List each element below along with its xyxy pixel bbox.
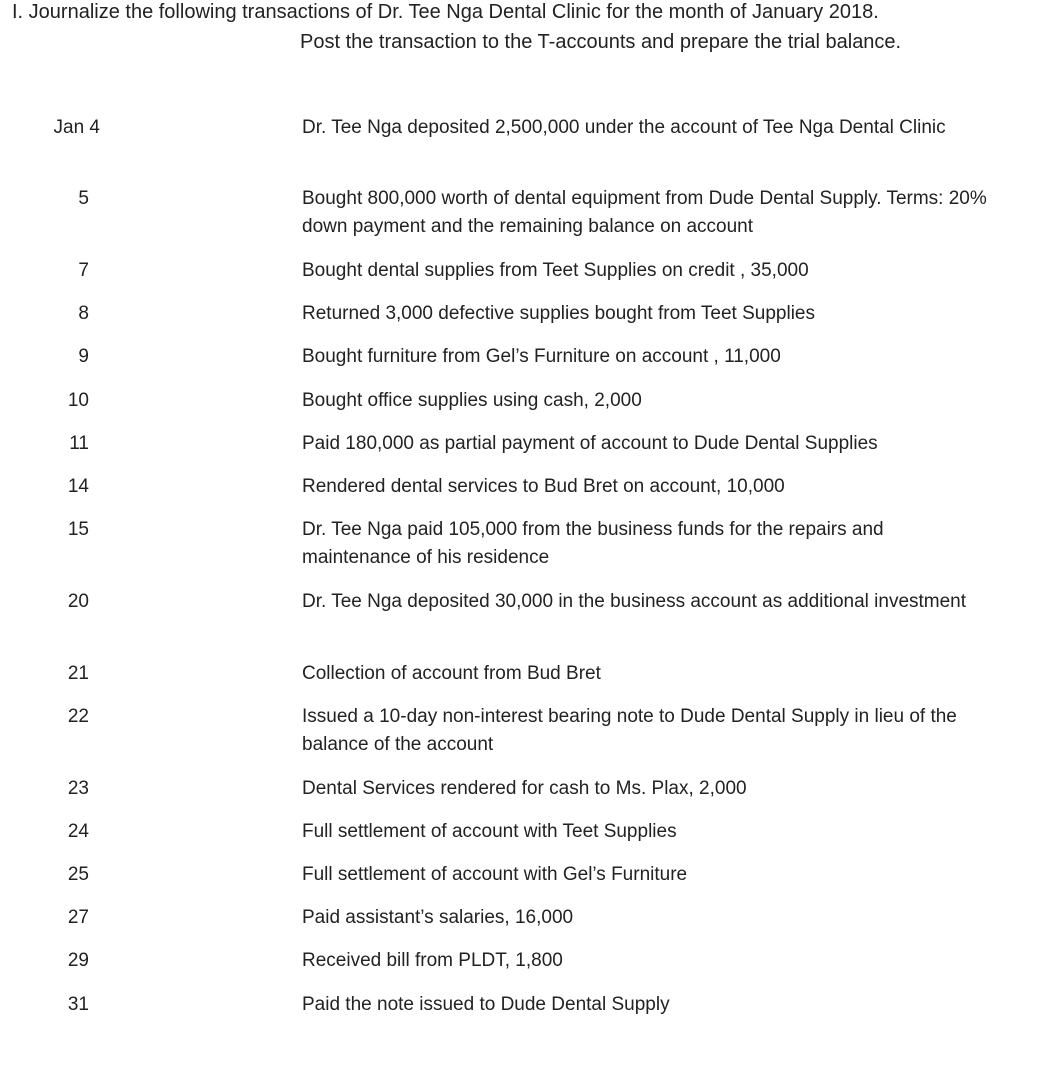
transaction-date: 10 [67, 390, 89, 411]
transaction-text: Full settlement of account with Teet Supplies [302, 821, 677, 842]
transaction-text: Dr. Tee Nga deposited 2,500,000 under the account of Tee Nga Dental Clinic [302, 117, 946, 138]
transaction-date: 9 [78, 346, 89, 367]
transaction-date: Jan 4 [53, 117, 100, 138]
transaction-text: Received bill from PLDT, 1,800 [302, 950, 563, 971]
transaction-text: Issued a 10-day non-interest bearing note to Dude Dental Supply in lieu of the balance of the account [302, 706, 957, 755]
transaction-date: 7 [78, 260, 89, 281]
transaction-text: Paid 180,000 as partial payment of account to Dude Dental Supplies [302, 433, 878, 454]
transaction-text: Bought furniture from Gel’s Furniture on account , 11,000 [302, 346, 781, 367]
transaction-text: Rendered dental services to Bud Bret on account, 10,000 [302, 476, 785, 497]
transaction-date: 27 [67, 907, 89, 928]
transaction-text: Returned 3,000 defective supplies bought from Teet Supplies [302, 303, 815, 324]
transaction-date: 29 [67, 950, 89, 971]
transaction-date: 25 [67, 864, 89, 885]
transaction-text: Paid assistant’s salaries, 16,000 [302, 907, 574, 928]
transaction-date: 21 [67, 663, 89, 684]
transaction-text: Dr. Tee Nga deposited 30,000 in the business account as additional investment [302, 591, 967, 612]
transaction-text: Full settlement of account with Gel’s Furniture [302, 864, 688, 885]
instruction-line-2: Post the transaction to the T-accounts and prepare the trial balance. [300, 31, 902, 53]
transaction-text: Bought dental supplies from Teet Supplies on credit , 35,000 [302, 260, 809, 281]
transaction-date: 23 [67, 778, 89, 799]
transaction-text: Bought 800,000 worth of dental equipment from Dude Dental Supply. Terms: 20% down payment and the remaining balance on account [302, 188, 987, 237]
transaction-date: 8 [78, 303, 89, 324]
transaction-date: 20 [67, 591, 89, 612]
transaction-date: 24 [67, 821, 89, 842]
transaction-text: Collection of account from Bud Bret [302, 663, 601, 684]
transaction-date: 15 [67, 519, 89, 540]
transaction-date: 5 [78, 188, 89, 209]
transaction-date: 14 [67, 476, 89, 497]
instruction-line-1: I. Journalize the following transactions of Dr. Tee Nga Dental Clinic for the month of January 2018. [12, 1, 879, 23]
transaction-text: Dental Services rendered for cash to Ms. Plax, 2,000 [302, 778, 747, 799]
transaction-text: Dr. Tee Nga paid 105,000 from the business funds for the repairs and maintenance of his residence [302, 519, 884, 568]
transaction-date: 31 [67, 994, 89, 1015]
transaction-date: 11 [69, 433, 89, 454]
transaction-date: 22 [67, 706, 89, 727]
transaction-text: Bought office supplies using cash, 2,000 [302, 390, 642, 411]
transaction-text: Paid the note issued to Dude Dental Supply [302, 994, 670, 1015]
